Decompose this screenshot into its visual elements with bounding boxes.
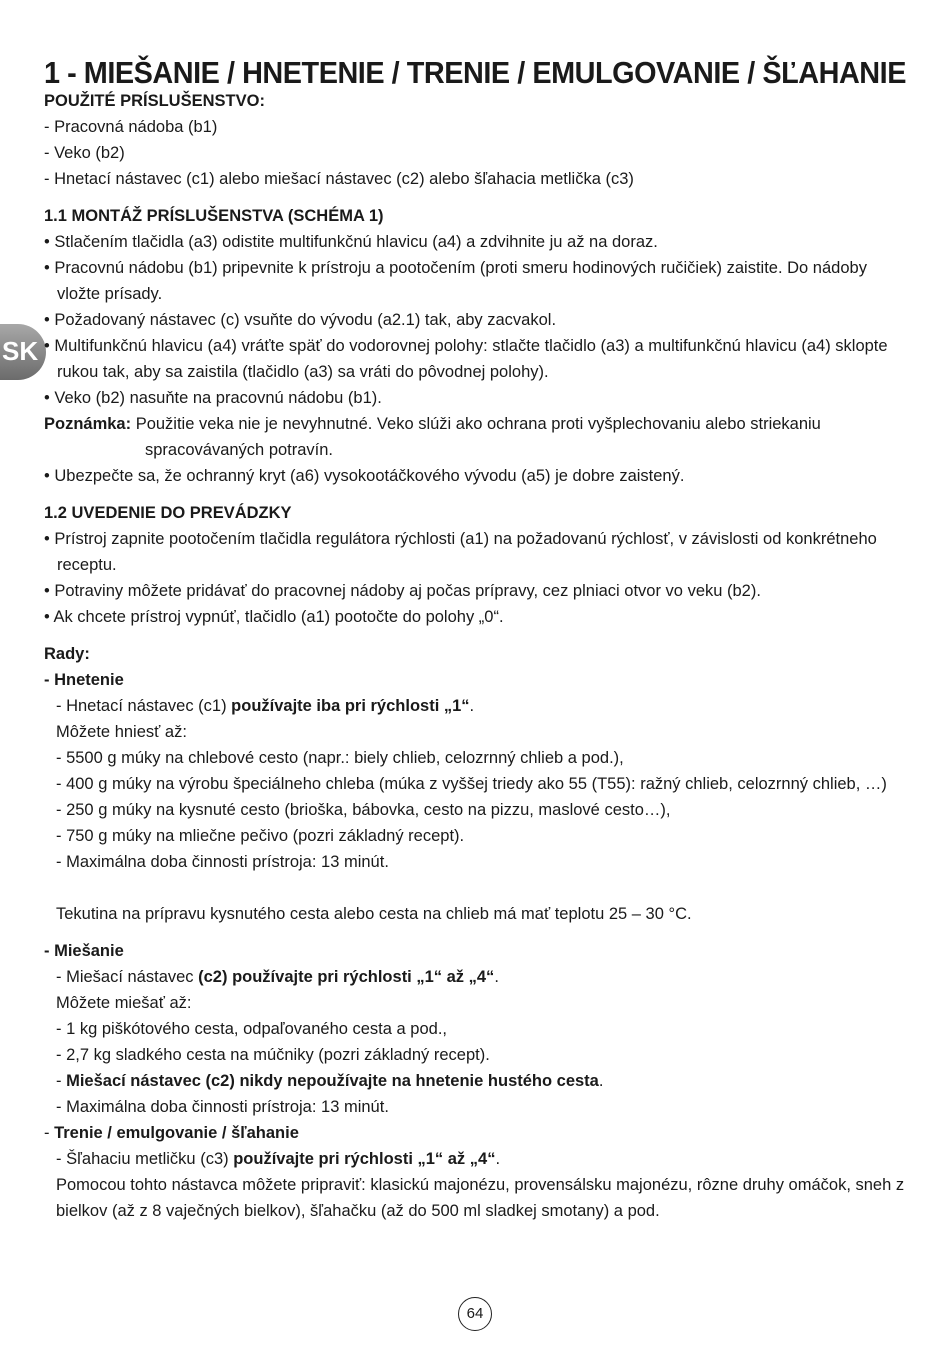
mixing-max-time: - Maximálna doba činnosti prístroja: 13 minút. [56, 1098, 389, 1116]
mixing-usage-text: - Miešací nástavec [56, 968, 199, 986]
mixing-warning-bold: Miešací nástavec (c2) nikdy nepoužívajte na hnetenie hustého cesta [66, 1072, 599, 1090]
mixing-usage-end: . [494, 968, 499, 986]
whisking-usage-end: . [495, 1150, 501, 1168]
page-content [44, 88, 912, 1224]
kneading-usage-bold: používajte iba pri rýchlosti „1“ [231, 697, 470, 715]
kneading-intro: Môžete hniesť až: [56, 723, 187, 741]
accessory-item: - Veko (b2) [44, 144, 125, 162]
accessory-item: - Hnetací nástavec (c1) alebo miešací nástavec (c2) alebo šľahacia metlička (c3) [44, 170, 634, 188]
kneading-heading: - Hnetenie [44, 671, 124, 689]
section-1-1-heading: 1.1 MONTÁŽ PRÍSLUŠENSTVA (SCHÉMA 1) [44, 207, 384, 225]
kneading-item: - 250 g múky na kysnuté cesto (brioška, bábovka, cesto na pizzu, maslové cesto…), [56, 801, 671, 819]
whisking-usage [44, 1146, 912, 1172]
mixing-usage [44, 964, 912, 990]
language-tab-label: SK [2, 336, 39, 366]
whisking-usage-text: - Šľahaciu metličku (c3) [56, 1150, 234, 1168]
whisking-heading-dash: - [44, 1124, 55, 1142]
whisking-description: Pomocou tohto nástavca môžete pripraviť: klasickú majonézu, provensálsku majonézu, rôzne druhy omáčok, sneh z bielkov (až z 8 vaječných bielkov), šľahačku (až do 500 ml sladkej smotany) a pod. [56, 1176, 905, 1220]
whisking-usage-bold: používajte pri rýchlosti „1“ až „4“ [233, 1150, 496, 1168]
page-number: 64 [458, 1297, 492, 1331]
liquid-temperature-note: Tekutina na prípravu kysnutého cesta alebo cesta na chlieb má mať teplotu 25 – 30 °C. [56, 905, 692, 923]
whisking-heading [44, 1120, 912, 1146]
mixing-heading: - Miešanie [44, 942, 124, 960]
mixing-warning-end: . [598, 1072, 604, 1090]
tips-heading: Rady: [44, 645, 90, 663]
mixing-warning-dash: - [56, 1072, 67, 1090]
mixing-usage-bold: (c2) používajte pri rýchlosti „1“ až „4“ [198, 968, 495, 986]
mixing-item: - 1 kg piškótového cesta, odpaľovaného cesta a pod., [56, 1020, 447, 1038]
mixing-item: - 2,7 kg sladkého cesta na múčniky (pozri základný recept). [56, 1046, 490, 1064]
accessory-item: - Pracovná nádoba (b1) [44, 118, 218, 136]
note-text: Použitie veka nie je nevyhnutné. Veko slúži ako ochrana proti vyšplechovaniu alebo striekaniu spracovávaných potravín. [131, 415, 821, 459]
assembly-note [44, 411, 912, 463]
kneading-item: - 5500 g múky na chlebové cesto (napr.: biely chlieb, celozrnný chlieb a pod.), [56, 749, 624, 767]
assembly-step: • Veko (b2) nasuňte na pracovnú nádobu (b1). [44, 389, 382, 407]
kneading-item: - 400 g múky na výrobu špeciálneho chleba (múka z vyššej triedy ako 55 (T55): ražný chlieb, celozrnný chlieb, …) [56, 775, 887, 793]
assembly-step: • Stlačením tlačidla (a3) odistite multifunkčnú hlavicu (a4) a zdvihnite ju až na doraz. [44, 233, 658, 251]
operation-step: • Prístroj zapnite pootočením tlačidla regulátora rýchlosti (a1) na požadovanú rýchlosť, v závislosti od konkrétneho receptu. [44, 530, 877, 574]
kneading-usage-text: - Hnetací nástavec (c1) [56, 697, 232, 715]
note-label: Poznámka: [44, 415, 132, 433]
kneading-item: - 750 g múky na mliečne pečivo (pozri základný recept). [56, 827, 465, 845]
assembly-step: • Ubezpečte sa, že ochranný kryt (a6) vysokootáčkového vývodu (a5) je dobre zaistený. [44, 467, 685, 485]
kneading-item: - Maximálna doba činnosti prístroja: 13 minút. [56, 853, 389, 871]
mixing-intro: Môžete miešať až: [56, 994, 192, 1012]
section-1-2-heading: 1.2 UVEDENIE DO PREVÁDZKY [44, 504, 292, 522]
assembly-step: • Multifunkčnú hlavicu (a4) vráťte späť do vodorovnej polohy: stlačte tlačidlo (a3) a multifunkčnú hlavicu (a4) sklopte rukou tak, aby sa zaistila (tlačidlo (a3) sa vráti do pôvodnej polohy). [44, 337, 888, 381]
mixing-warning [44, 1068, 912, 1094]
whisking-heading-bold: Trenie / emulgovanie / šľahanie [54, 1124, 299, 1142]
accessories-heading: POUŽITÉ PRÍSLUŠENSTVO: [44, 92, 265, 110]
kneading-usage [44, 693, 912, 719]
operation-step: • Ak chcete prístroj vypnúť, tlačidlo (a1) pootočte do polohy „0“. [44, 608, 504, 626]
operation-step: • Potraviny môžete pridávať do pracovnej nádoby aj počas prípravy, cez plniaci otvor vo veku (b2). [44, 582, 761, 600]
page-title: 1 - MIEŠANIE / HNETENIE / TRENIE / EMULGOVANIE / ŠĽAHANIE [44, 54, 906, 90]
kneading-usage-end: . [469, 697, 475, 715]
assembly-step: • Pracovnú nádobu (b1) pripevnite k prístroju a pootočením (proti smeru hodinových ručičiek) zaistite. Do nádoby vložte prísady. [44, 259, 867, 303]
assembly-step: • Požadovaný nástavec (c) vsuňte do vývodu (a2.1) tak, aby zacvakol. [44, 311, 557, 329]
